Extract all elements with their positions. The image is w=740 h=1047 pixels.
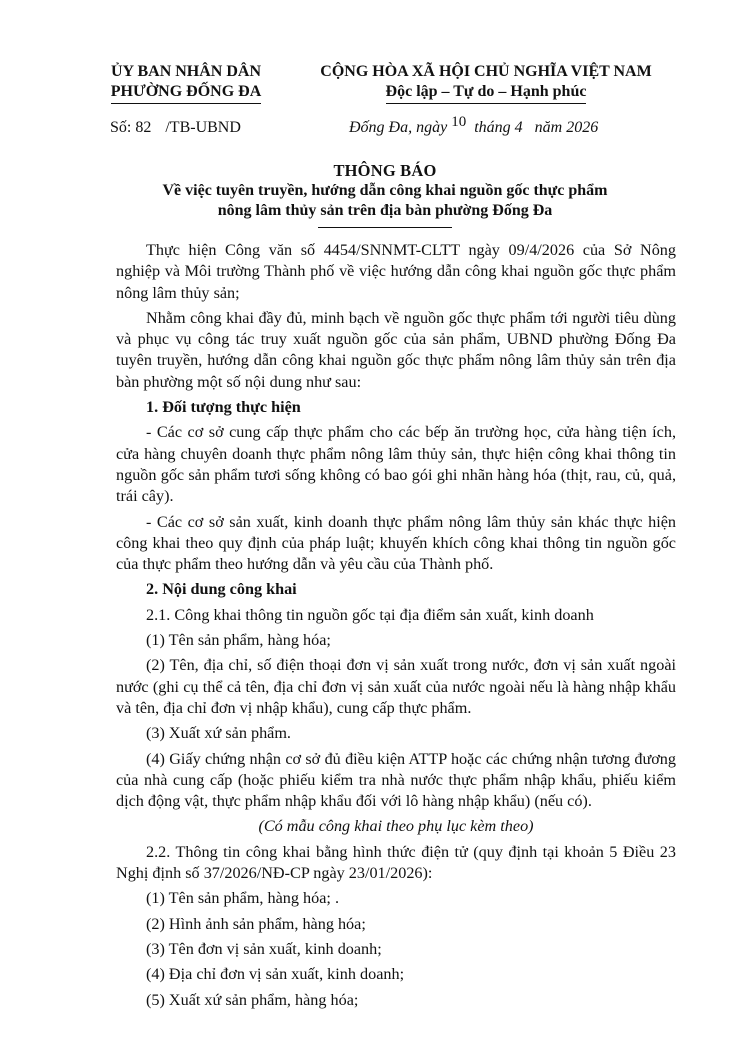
title-main: THÔNG BÁO [333, 161, 437, 180]
appendix-note: (Có mẫu công khai theo phụ lục kèm theo) [258, 817, 534, 836]
title-divider [318, 227, 452, 228]
date-year: 2026 [566, 119, 599, 136]
section-2-2-heading: 2.2. Thông tin công khai bằng hình thức điện tử (quy định tại khoản 5 Điều 23 Nghị định số 37/2026/NĐ-CP ngày 23/01/2026): [116, 842, 676, 883]
section-2-1-item-1: (1) Tên sản phẩm, hàng hóa; [146, 631, 331, 650]
section-2-1-item-3: (3) Xuất xứ sản phẩm. [146, 724, 291, 743]
section-1-item-1: - Các cơ sở cung cấp thực phẩm cho các bếp ăn trường học, cửa hàng tiện ích, cửa hàng chuyên doanh thực phẩm nông lâm thủy sản, thực hiện công khai thông tin nguồn gốc sản phẩm tươi sống không có bao gói ghi nhãn hàng hóa (thịt, rau, củ, quả, trái cây). [116, 423, 676, 506]
section-2-2-item-5: (5) Xuất xứ sản phẩm, hàng hóa; [146, 990, 359, 1009]
intro-paragraph-2: Nhằm công khai đầy đủ, minh bạch về nguồn gốc thực phẩm tới người tiêu dùng và phục vụ công tác truy xuất nguồn gốc của sản phẩm, UBND phường Đống Đa tuyên truyền, hướng dẫn công khai nguồn gốc thực phẩm nông lâm thủy sản trên địa bàn phường một số nội dung như sau: [116, 308, 676, 391]
section-2-2-item-3: (3) Tên đơn vị sản xuất, kinh doanh; [146, 939, 382, 958]
number-label: Số: [110, 119, 132, 136]
document-title [80, 161, 690, 228]
title-subject-line-1: Về việc tuyên truyền, hướng dẫn công khai nguồn gốc thực phẩm [162, 182, 608, 199]
document-body [116, 240, 676, 1015]
motto-line: Độc lập – Tự do – Hạnh phúc [386, 82, 587, 104]
nation-name: CỘNG HÒA XÃ HỘI CHỦ NGHĨA VIỆT NAM [320, 63, 652, 80]
section-2-2-item-1: (1) Tên sản phẩm, hàng hóa; . [146, 889, 340, 908]
title-subject-line-2: nông lâm thủy sản trên địa bàn phường Đống Đa [217, 202, 553, 219]
place-date-prefix: Đống Đa, ngày [349, 119, 448, 136]
month-label: tháng [474, 119, 511, 136]
authority-line-1: ỦY BAN NHÂN DÂN [110, 63, 262, 80]
document-number [110, 118, 241, 138]
section-1-heading: 1. Đối tượng thực hiện [146, 398, 301, 417]
section-2-2-item-2: (2) Hình ảnh sản phẩm, hàng hóa; [146, 914, 366, 933]
authority-line-2: PHƯỜNG ĐỐNG ĐA [111, 82, 262, 104]
section-1-item-2: - Các cơ sở sản xuất, kinh doanh thực phẩm nông lâm thủy sản khác thực hiện công khai theo quy định của pháp luật; khuyến khích công khai thông tin nguồn gốc của thực phẩm theo hướng dẫn và yêu cầu của Thành phố. [116, 512, 676, 574]
year-label: năm [534, 119, 563, 136]
date-day: 10 [451, 114, 467, 130]
section-2-heading: 2. Nội dung công khai [146, 580, 297, 599]
date-month: 4 [514, 119, 523, 136]
issuing-authority [96, 62, 276, 104]
national-motto [300, 62, 672, 104]
section-2-1-item-2: (2) Tên, địa chỉ, số điện thoại đơn vị sản xuất trong nước, đơn vị sản xuất ngoài nước (ghi cụ thể cả tên, địa chỉ đơn vị sản xuất của nước ngoài nếu là hàng nhập khẩu và tên, địa chỉ đơn vị nhập khẩu), cung cấp thực phẩm. [116, 656, 676, 717]
section-2-1-item-4: (4) Giấy chứng nhận cơ sở đủ điều kiện ATTP hoặc các chứng nhận tương đương của nhà cung cấp (hoặc phiếu kiểm tra nhà nước thực phẩm nhập khẩu, phiếu kiểm dịch động vật, thực phẩm nhập khẩu đối với lô hàng nhập khẩu) (nếu có). [116, 749, 676, 811]
section-2-1-heading: 2.1. Công khai thông tin nguồn gốc tại địa điểm sản xuất, kinh doanh [146, 605, 594, 624]
number-suffix: /TB-UBND [165, 119, 241, 136]
number-value: 82 [135, 119, 152, 136]
place-and-date [349, 114, 599, 138]
intro-paragraph-1: Thực hiện Công văn số 4454/SNNMT-CLTT ngày 09/4/2026 của Sở Nông nghiệp và Môi trường Thành phố về việc hướng dẫn công khai nguồn gốc thực phẩm nông lâm thủy sản; [116, 241, 676, 302]
section-2-2-item-4: (4) Địa chỉ đơn vị sản xuất, kinh doanh; [146, 965, 405, 984]
